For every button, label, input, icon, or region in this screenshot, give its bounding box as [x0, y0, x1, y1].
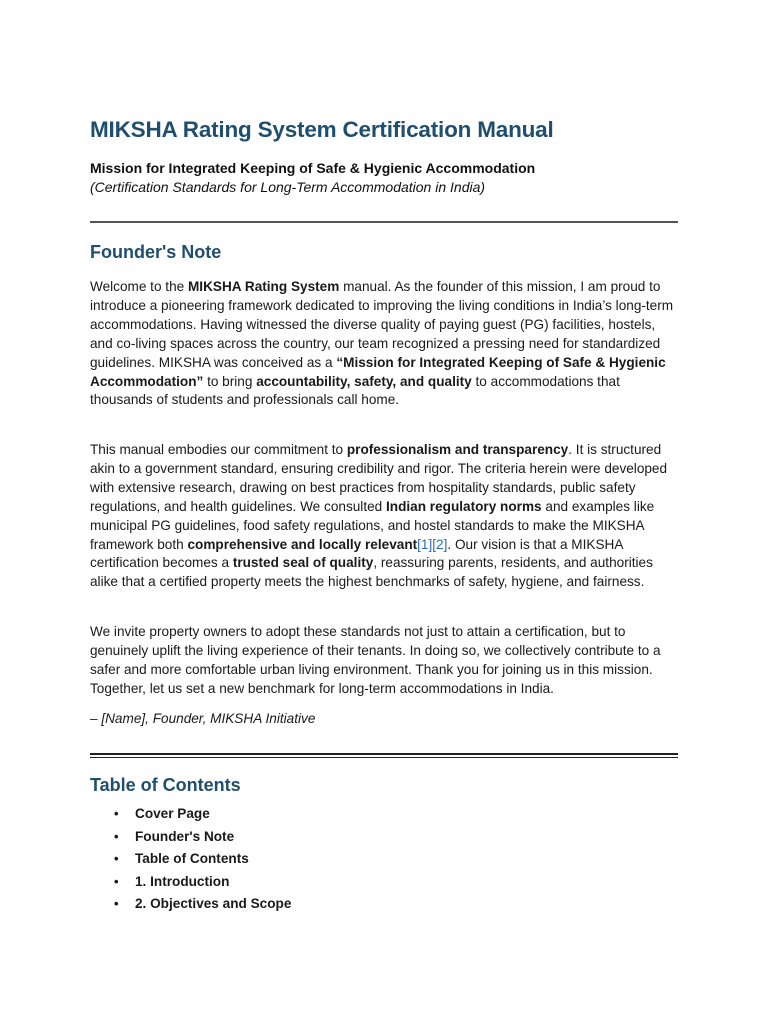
paragraph-text: . Our vision is that a MIKSHA certification becomes a: [90, 536, 623, 571]
founder-signature: – [Name], Founder, MIKSHA Initiative: [90, 711, 316, 726]
founders-note-heading: Founder's Note: [90, 242, 222, 262]
citation-link[interactable]: [1]: [417, 536, 433, 552]
toc-item-label: 2. Objectives and Scope: [135, 896, 292, 912]
paragraph-text: Welcome to the: [90, 279, 188, 294]
toc-item-label: Table of Contents: [135, 851, 249, 867]
bullet-icon: •: [114, 873, 119, 889]
bullet-icon: •: [114, 806, 119, 821]
citation-link[interactable]: [2]: [432, 536, 448, 552]
toc-item-label: 1. Introduction: [135, 873, 230, 889]
document-subtitle-italic: (Certification Standards for Long-Term Accommodation in India): [90, 179, 486, 195]
bold-text: accountability, safety, and quality: [256, 373, 472, 389]
bold-text: comprehensive and locally relevant: [187, 536, 418, 552]
double-divider-bottom: [90, 757, 678, 758]
toc-item-objectives-and-scope[interactable]: [90, 893, 291, 916]
toc-item-introduction[interactable]: [90, 871, 291, 894]
bold-text: Indian regulatory norms: [386, 498, 542, 514]
double-divider-top: [90, 753, 678, 755]
paragraph-text: manual. As the founder of this mission, I am proud to introduce a pioneering framework dedicated to improving the living conditions in India’s long-term accommodations. Having witnessed the diverse quality of paying guest (PG) facilities, hostels, and co-living spaces across the country, our team recognized a pressing need for standardized guidelines. MIKSHA was conceived as a: [90, 279, 674, 370]
bold-text: trusted seal of quality: [232, 555, 374, 571]
toc-item-label: Founder's Note: [135, 828, 235, 844]
bullet-icon: •: [114, 828, 119, 844]
paragraph-text: to accommodations that thousands of students and professionals call home.: [90, 373, 620, 408]
bold-text: MIKSHA Rating System: [187, 279, 340, 294]
toc-item-table-of-contents[interactable]: [90, 848, 291, 871]
bullet-icon: •: [114, 851, 119, 867]
paragraph-text: This manual embodies our commitment to: [90, 442, 347, 457]
paragraph-text: . It is structured akin to a government standard, ensuring credibility and rigor. The criteria herein were developed with extensive research, drawing on best practices from hospitality standards, public safety regulations, and health guidelines. We consulted: [90, 442, 668, 514]
paragraph-text: to bring: [203, 373, 257, 389]
toc-heading: Table of Contents: [90, 775, 241, 795]
paragraph-text: , reassuring parents, residents, and authorities alike that a certified property meets the highest benchmarks of safety, hygiene, and fairness.: [90, 555, 653, 590]
paragraph-text: We invite property owners to adopt these standards not just to attain a certification, but to genuinely uplift the living experience of their tenants. In doing so, we collectively contribute to a safer and more comfortable urban living environment. Thank you for joining us in this mission. Together, let us set a new benchmark for long-term accommodations in India.: [90, 624, 661, 696]
toc-item-cover-page[interactable]: [90, 803, 291, 826]
toc-item-label: Cover Page: [135, 806, 210, 821]
bullet-icon: •: [114, 896, 119, 912]
founders-note-paragraph-3: [90, 623, 678, 699]
toc-item-founders-note[interactable]: [90, 826, 291, 849]
document-title: MIKSHA Rating System Certification Manual: [90, 117, 554, 142]
founders-note-paragraph-2: [90, 441, 678, 592]
bold-text: professionalism and transparency: [346, 442, 569, 457]
document-subtitle: Mission for Integrated Keeping of Safe & Hygienic Accommodation: [90, 160, 536, 176]
toc-list: [90, 803, 291, 916]
founders-note-paragraph-1: [90, 278, 678, 410]
divider: [90, 221, 678, 223]
bold-text: “Mission for Integrated Keeping of Safe & Hygienic Accommodation”: [90, 354, 666, 389]
paragraph-text: and examples like municipal PG guidelines, food safety regulations, and hostel standards to make the MIKSHA framework both: [90, 498, 655, 552]
